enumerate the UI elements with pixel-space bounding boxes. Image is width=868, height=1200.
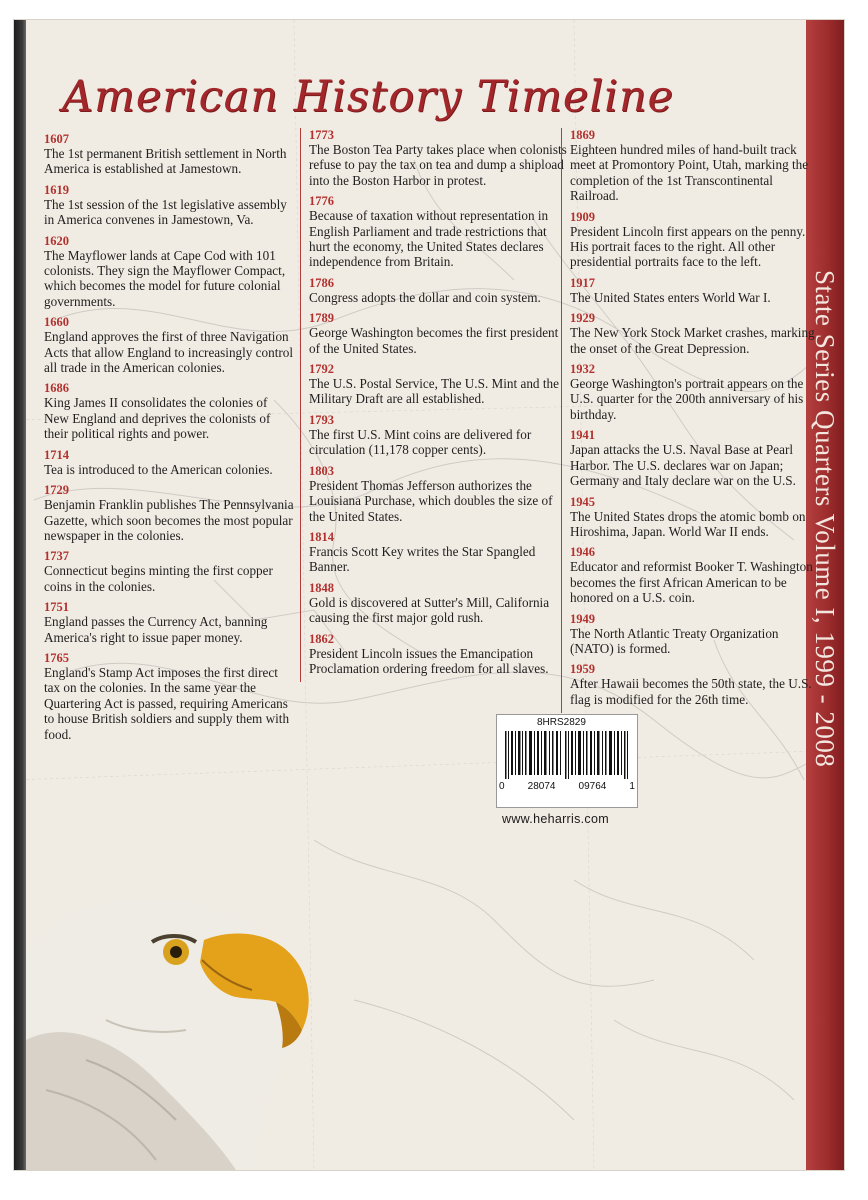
entry-year: 1786 (309, 275, 334, 290)
entry-text: Connecticut begins minting the first copper coins in the colonies. (44, 563, 273, 594)
entry-year: 1803 (309, 463, 334, 478)
timeline-entry (309, 128, 567, 188)
entry-text: After Hawaii becomes the 50th state, the U.S. flag is modified for the 26th time. (570, 676, 812, 707)
entry-year: 1869 (570, 128, 595, 142)
timeline-entry (570, 311, 818, 356)
entry-text: The North Atlantic Treaty Organization (NATO) is formed. (570, 625, 779, 656)
entry-text: Because of taxation without representation in English Parliament and trade restrictions that hurt the economy, the United States declares independence from Britain. (309, 208, 549, 270)
timeline-column-2 (300, 128, 567, 682)
entry-text: England's Stamp Act imposes the first direct tax on the colonies. In the same year the Quartering Act is passed, requiring Americans to house British soldiers and supply them with food. (44, 664, 290, 742)
entry-text: Tea is introduced to the American colonies. (44, 461, 273, 477)
timeline-entry (570, 276, 818, 305)
entry-text: George Washington's portrait appears on the U.S. quarter for the 200th anniversary of his birthday. (570, 376, 804, 422)
entry-year: 1862 (309, 631, 334, 646)
entry-year: 1729 (44, 483, 69, 498)
timeline-entry (44, 315, 294, 375)
entry-year: 1751 (44, 600, 69, 615)
timeline-entry (570, 362, 818, 422)
barcode-label (496, 714, 638, 808)
entry-year: 1620 (44, 233, 69, 248)
entry-text: The United States enters World War I. (570, 289, 771, 305)
entry-year: 1945 (570, 494, 595, 509)
timeline-entry (309, 362, 567, 407)
timeline-entry (309, 311, 567, 356)
entry-year: 1793 (309, 412, 334, 427)
timeline-entry (44, 549, 294, 594)
timeline-entry (44, 483, 294, 543)
entry-year: 1959 (570, 662, 595, 677)
entry-year: 1660 (44, 315, 69, 330)
timeline-entry (44, 234, 294, 310)
binding-edge (14, 20, 26, 1170)
timeline-entry (570, 612, 818, 657)
entry-text: Congress adopts the dollar and coin system. (309, 289, 541, 305)
entry-year: 1814 (309, 529, 334, 544)
timeline-entry (44, 448, 294, 477)
entry-text: President Lincoln first appears on the penny. His portrait faces to the right. All other presidential portraits face to the left. (570, 223, 806, 270)
entry-year: 1917 (570, 275, 595, 290)
timeline-entry (570, 428, 818, 488)
entry-year: 1714 (44, 447, 69, 462)
entry-year: 1607 (44, 132, 69, 146)
eagle-illustration (26, 880, 316, 1170)
entry-year: 1789 (309, 311, 334, 326)
barcode-icon (505, 731, 629, 779)
entry-text: The 1st session of the 1st legislative assembly in America convenes in Jamestown, Va. (44, 196, 287, 228)
spine-title: State Series Quarters Volume I, 1999 - 2008 (810, 270, 840, 768)
entry-text: Eighteen hundred miles of hand-built track meet at Promontory Point, Utah, marking the completion of the 1st Transcontinental Railroad. (570, 142, 809, 204)
timeline-entry (309, 581, 567, 626)
entry-year: 1848 (309, 580, 334, 595)
entry-text: Japan attacks the U.S. Naval Base at Pearl Harbor. The U.S. declares war on Japan; Germany and Italy declare war on the U.S. (570, 442, 796, 489)
entry-text: Benjamin Franklin publishes The Pennsylvania Gazette, which soon becomes the most popular newspaper in the colonies. (44, 497, 294, 543)
timeline-entry (570, 210, 818, 270)
timeline-entry (570, 662, 818, 707)
entry-year: 1929 (570, 311, 595, 326)
bald-eagle-image (26, 880, 316, 1170)
entry-year: 1776 (309, 194, 334, 209)
timeline-entry (309, 632, 567, 677)
entry-year: 1909 (570, 209, 595, 224)
website-url: www.heharris.com (502, 812, 609, 826)
entry-text: England approves the first of three Navigation Acts that allow England to increasingly control all trade in the American colonies. (44, 329, 294, 376)
barcode-digit-group: 0 (499, 781, 505, 792)
timeline-entry (44, 651, 294, 742)
entry-year: 1949 (570, 611, 595, 626)
timeline-entry (44, 381, 294, 441)
timeline-entry (309, 464, 567, 524)
timeline-entry (570, 545, 818, 605)
entry-text: The United States drops the atomic bomb on Hiroshima, Japan. World War II ends. (570, 508, 806, 539)
entry-text: The Boston Tea Party takes place when colonists refuse to pay the tax on tea and dump a shipload into the Boston Harbor in protest. (309, 142, 567, 188)
timeline-entry (570, 495, 818, 540)
entry-text: Educator and reformist Booker T. Washington becomes the first African American to be honored on a U.S. coin. (570, 559, 813, 606)
timeline-entry (309, 276, 567, 305)
timeline-entry (309, 194, 567, 270)
entry-text: England passes the Currency Act, banning America's right to issue paper money. (44, 614, 268, 645)
entry-year: 1941 (570, 428, 595, 443)
entry-year: 1773 (309, 128, 334, 142)
barcode-digit-group: 09764 (578, 781, 607, 792)
entry-text: The first U.S. Mint coins are delivered for circulation (11,178 copper cents). (309, 426, 532, 458)
back-cover (14, 20, 844, 1170)
entry-text: Francis Scott Key writes the Star Spangled Banner. (309, 543, 536, 575)
entry-text: President Lincoln issues the Emancipation Proclamation ordering freedom for all slaves. (309, 645, 549, 676)
sku-code: 8HRS2829 (537, 717, 586, 728)
timeline-entry (44, 600, 294, 645)
timeline-entry (44, 132, 294, 177)
entry-year: 1619 (44, 182, 69, 197)
entry-text: The New York Stock Market crashes, marking the onset of the Great Depression. (570, 325, 815, 356)
entry-text: The Mayflower lands at Cape Cod with 101 colonists. They sign the Mayflower Compact, which becomes the model for future colonial governments. (44, 247, 286, 309)
entry-year: 1737 (44, 549, 69, 564)
timeline-entry (309, 413, 567, 458)
timeline-entry (570, 128, 818, 204)
barcode-digit-group: 1 (629, 781, 635, 792)
entry-text: President Thomas Jefferson authorizes the Louisiana Purchase, which doubles the size of the United States. (309, 477, 553, 524)
entry-year: 1932 (570, 362, 595, 377)
entry-text: Gold is discovered at Sutter's Mill, California causing the first major gold rush. (309, 594, 550, 626)
entry-text: King James II consolidates the colonies of New England and deprives the colonists of their political rights and power. (44, 395, 271, 442)
timeline-entry (309, 530, 567, 575)
barcode-digits (499, 781, 635, 792)
page-title: American History Timeline (62, 72, 674, 122)
entry-year: 1792 (309, 362, 334, 377)
barcode-digit-group: 28074 (527, 781, 556, 792)
entry-text: George Washington becomes the first president of the United States. (309, 325, 559, 356)
entry-text: The 1st permanent British settlement in North America is established at Jamestown. (44, 146, 287, 177)
timeline-column-1 (44, 132, 294, 748)
timeline-entry (44, 183, 294, 228)
entry-year: 1765 (44, 650, 69, 665)
timeline-column-3 (561, 128, 818, 713)
entry-year: 1946 (570, 545, 595, 560)
entry-text: The U.S. Postal Service, The U.S. Mint and the Military Draft are all established. (309, 376, 559, 407)
entry-year: 1686 (44, 381, 69, 396)
